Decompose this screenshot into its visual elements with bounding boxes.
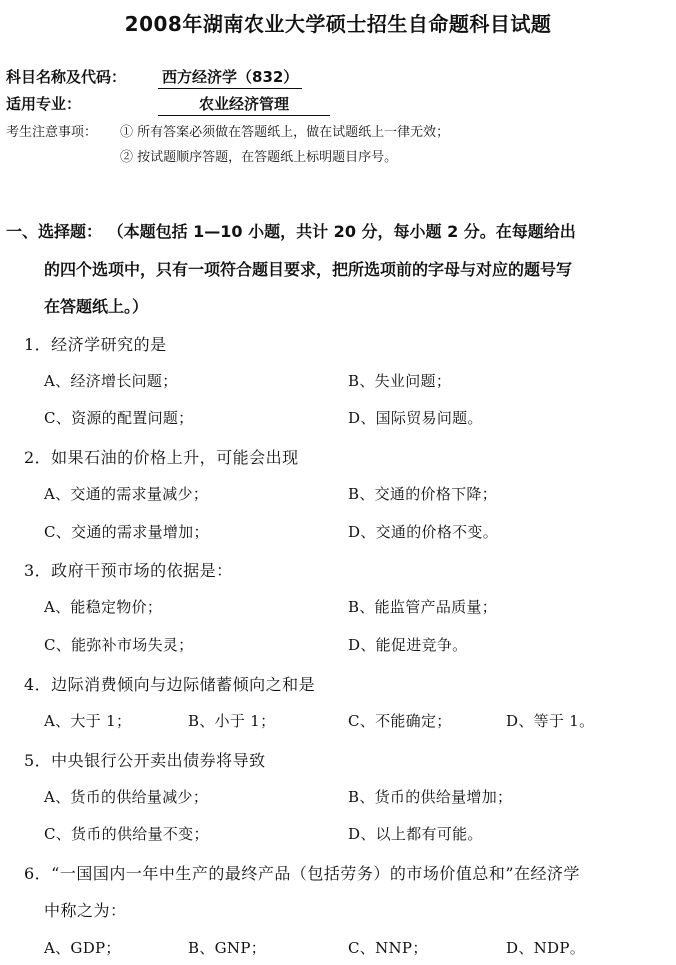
option-b: B、GNP；: [188, 939, 267, 957]
option-c: C、货币的供给量不变；: [44, 825, 209, 843]
option-b: B、小于 1；: [188, 712, 276, 730]
section-heading-line3: 在答题纸上。）: [44, 297, 149, 316]
question-stem: 6．“一国国内一年中生产的最终产品（包括劳务）的市场价值总和”在经济学: [24, 864, 581, 883]
exam-title: 2008年湖南农业大学硕士招生自命题科目试题: [124, 12, 552, 36]
option-b: B、货币的供给量增加；: [348, 788, 513, 806]
option-b: B、失业问题；: [348, 372, 452, 390]
note-1: ① 所有答案必须做在答题纸上，做在试题纸上一律无效；: [120, 125, 450, 140]
option-c: C、不能确定；: [348, 712, 452, 730]
option-c: C、NNP；: [348, 939, 428, 957]
notes-label: 考生注意事项：: [6, 125, 98, 140]
option-a: A、交通的需求量减少；: [44, 485, 209, 503]
option-d: D、国际贸易问题。: [348, 409, 483, 427]
option-c: C、资源的配置问题；: [44, 409, 194, 427]
question-stem-continued: 中称之为：: [44, 901, 127, 920]
major-label: 适用专业：: [6, 95, 82, 113]
option-c: C、能弥补市场失灵；: [44, 636, 194, 654]
question-stem: 3．政府干预市场的依据是：: [24, 561, 233, 580]
note-2: ② 按试题顺序答题，在答题纸上标明题目序号。: [120, 150, 398, 165]
subject-value: 西方经济学（832）: [158, 66, 302, 89]
option-a: A、货币的供给量减少；: [44, 788, 209, 806]
option-a: A、大于 1；: [44, 712, 132, 730]
option-d: D、以上都有可能。: [348, 825, 483, 843]
option-b: B、交通的价格下降；: [348, 485, 498, 503]
option-a: A、能稳定物价；: [44, 598, 163, 616]
option-a: A、经济增长问题；: [44, 372, 178, 390]
question-stem: 1．经济学研究的是: [24, 335, 167, 354]
option-a: A、GDP；: [44, 939, 121, 957]
subject-label: 科目名称及代码：: [6, 68, 127, 86]
section-heading-line1: 一、选择题： （本题包括 1—10 小题，共计 20 分，每小题 2 分。在每题给出: [6, 222, 576, 241]
option-c: C、交通的需求量增加；: [44, 523, 209, 541]
section-heading-line2: 的四个选项中，只有一项符合题目要求，把所选项前的字母与对应的题号写: [44, 260, 573, 279]
option-d: D、能促进竞争。: [348, 636, 468, 654]
option-d: D、交通的价格不变。: [348, 523, 499, 541]
question-stem: 2．如果石油的价格上升，可能会出现: [24, 448, 299, 467]
question-stem: 5．中央银行公开卖出债券将导致: [24, 751, 266, 770]
major-value: 农业经济管理: [158, 93, 330, 116]
question-stem: 4．边际消费倾向与边际储蓄倾向之和是: [24, 675, 316, 694]
option-b: B、能监管产品质量；: [348, 598, 498, 616]
option-d: D、NDP。: [506, 939, 586, 957]
option-d: D、等于 1。: [506, 712, 595, 730]
